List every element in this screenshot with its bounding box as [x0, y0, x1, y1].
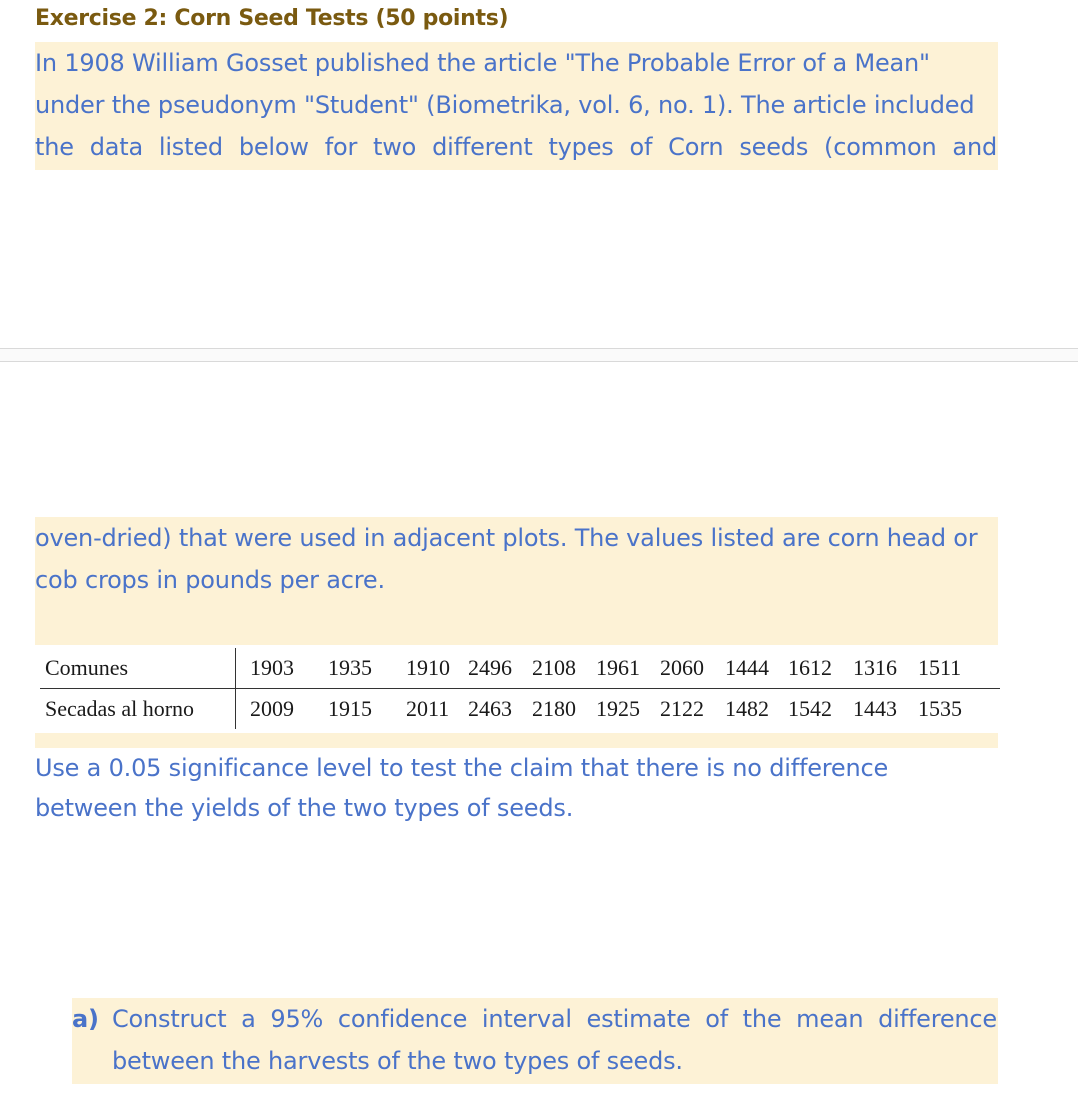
table-cell: 1511 — [918, 655, 962, 680]
table-cell: 2060 — [660, 655, 704, 680]
table-cell: 1316 — [853, 655, 897, 680]
table-cell: 1935 — [328, 655, 372, 680]
continuation-paragraph — [35, 517, 997, 601]
instruction-line-2: between the yields of the two types of seeds. — [35, 794, 574, 822]
intro-line-3: the data listed below for two different types of Corn seeds (common and — [35, 133, 997, 161]
table-cell: 2463 — [468, 696, 512, 721]
row-values — [236, 655, 968, 681]
row-values — [236, 696, 968, 722]
instruction-highlight — [35, 733, 998, 748]
table-cell: 2108 — [532, 655, 576, 680]
continuation-line-2: cob crops in pounds per acre. — [35, 566, 385, 594]
table-cell: 2496 — [468, 655, 512, 680]
table-cell: 1612 — [788, 655, 832, 680]
part-a-line-1: Construct a 95% confidence interval estimate of the mean difference — [112, 1005, 997, 1033]
table-cell: 1542 — [788, 696, 832, 721]
table-cell: 1535 — [918, 696, 962, 721]
table-cell: 2011 — [406, 696, 450, 721]
row-label-comunes: Comunes — [40, 648, 236, 688]
intro-line-1: In 1908 William Gosset published the article "The Probable Error of a Mean" — [35, 49, 930, 77]
table-row — [40, 648, 1000, 689]
table-cell: 1910 — [406, 655, 450, 680]
continuation-line-1: oven-dried) that were used in adjacent plots. The values listed are corn head or — [35, 524, 978, 552]
table-cell: 1903 — [250, 655, 294, 680]
table-cell: 1961 — [596, 655, 640, 680]
table-cell: 1915 — [328, 696, 372, 721]
part-a-label: a) — [72, 1005, 99, 1033]
row-label-secadas: Secadas al horno — [40, 689, 236, 729]
part-a-text — [112, 998, 997, 1082]
yield-data-table — [40, 648, 1000, 729]
table-cell: 1925 — [596, 696, 640, 721]
table-cell: 2122 — [660, 696, 704, 721]
table-cell: 1482 — [725, 696, 769, 721]
table-cell: 1444 — [725, 655, 769, 680]
instruction-paragraph — [35, 748, 997, 828]
table-cell: 2009 — [250, 696, 294, 721]
part-a-line-2: between the harvests of the two types of seeds. — [112, 1047, 683, 1075]
table-cell: 1443 — [853, 696, 897, 721]
table-row — [40, 689, 1000, 729]
intro-paragraph — [35, 42, 997, 168]
page-break-divider — [0, 348, 1078, 362]
table-cell: 2180 — [532, 696, 576, 721]
exercise-heading: Exercise 2: Corn Seed Tests (50 points) — [35, 6, 509, 31]
instruction-line-1: Use a 0.05 significance level to test the claim that there is no difference — [35, 754, 889, 782]
intro-line-2: under the pseudonym "Student" (Biometrika, vol. 6, no. 1). The article included — [35, 91, 975, 119]
